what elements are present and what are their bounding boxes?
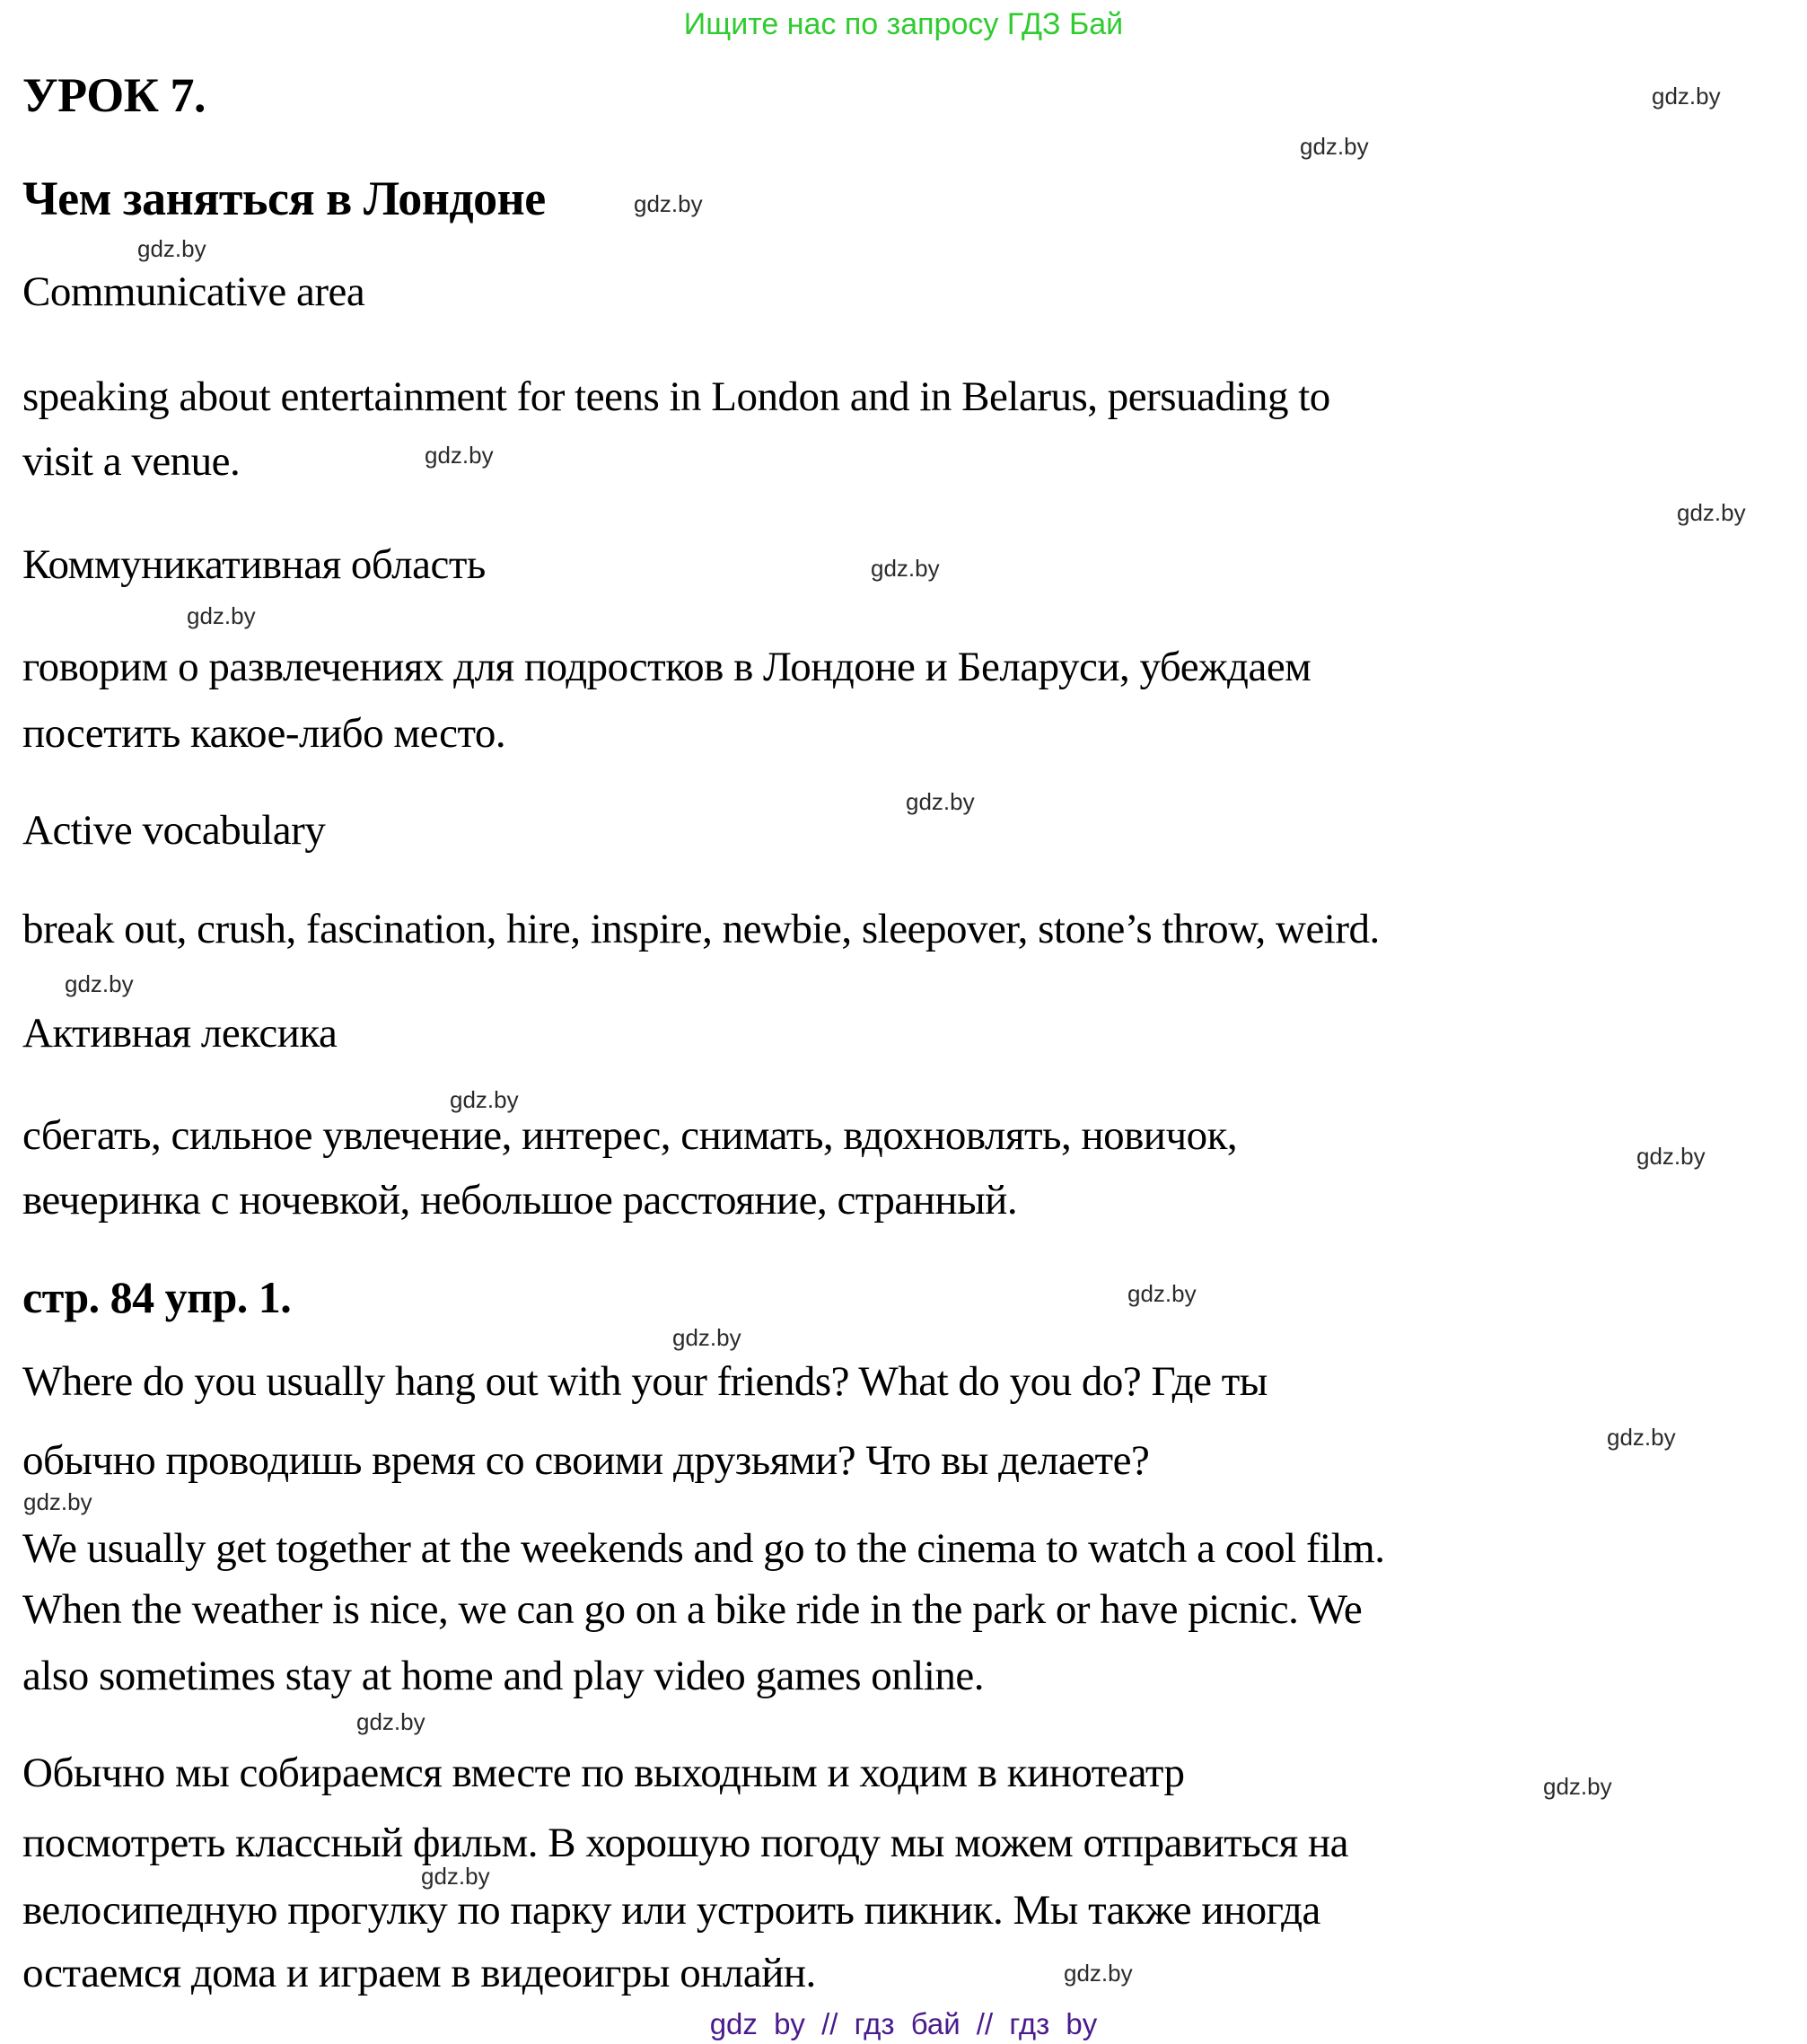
- question-line2: обычно проводишь время со своими друзьями? Что вы делаете?: [22, 1437, 1150, 1484]
- topic-heading: Чем заняться в Лондоне: [22, 171, 546, 225]
- gdz-watermark: gdz.by: [1543, 1773, 1612, 1800]
- communicative-area-ru-line2: посетить какое-либо место.: [22, 710, 506, 757]
- gdz-watermark: gdz.by: [1127, 1280, 1197, 1307]
- gdz-watermark: gdz.by: [65, 970, 134, 997]
- active-vocab-en-heading: Active vocabulary: [22, 807, 326, 854]
- communicative-area-en-line1: speaking about entertainment for teens in London and in Belarus, persuading to: [22, 373, 1330, 420]
- active-vocab-en-line1: break out, crush, fascination, hire, inspire, newbie, sleepover, stone’s throw, weird.: [22, 906, 1380, 952]
- gdz-watermark: gdz.by: [425, 442, 494, 469]
- gdz-watermark: gdz.by: [187, 602, 256, 629]
- question-line1: Where do you usually hang out with your friends? What do you do? Где ты: [22, 1358, 1268, 1405]
- promo-banner: Ищите нас по запросу ГДЗ Бай: [683, 7, 1124, 41]
- gdz-watermark: gdz.by: [1064, 1960, 1133, 1987]
- answer-ru-line3: велосипедную прогулку по парку или устроить пикник. Мы также иногда: [22, 1887, 1320, 1934]
- gdz-watermark: gdz.by: [137, 235, 206, 262]
- footer-sitename: gdz by // гдз бай // гдз by: [709, 2007, 1098, 2040]
- communicative-area-ru-line1: говорим о развлечениях для подростков в Лондоне и Беларуси, убеждаем: [22, 644, 1311, 690]
- gdz-watermark: gdz.by: [450, 1086, 519, 1113]
- gdz-watermark: gdz.by: [1652, 83, 1721, 110]
- gdz-watermark: gdz.by: [421, 1863, 490, 1890]
- gdz-watermark: gdz.by: [1636, 1143, 1706, 1170]
- gdz-watermark: gdz.by: [906, 788, 975, 815]
- gdz-watermark: gdz.by: [23, 1488, 92, 1515]
- lesson-heading: УРОК 7.: [22, 68, 206, 122]
- gdz-watermark: gdz.by: [871, 555, 940, 582]
- gdz-watermark: gdz.by: [634, 190, 703, 217]
- answer-en-line2: When the weather is nice, we can go on a bike ride in the park or have picnic. We: [22, 1586, 1363, 1633]
- answer-en-line3: also sometimes stay at home and play video games online.: [22, 1653, 985, 1699]
- exercise-heading: стр. 84 упр. 1.: [22, 1272, 292, 1322]
- active-vocab-ru-line1: сбегать, сильное увлечение, интерес, снимать, вдохновлять, новичок,: [22, 1112, 1238, 1159]
- answer-ru-line1: Обычно мы собираемся вместе по выходным и ходим в кинотеатр: [22, 1750, 1185, 1796]
- communicative-area-en-line2: visit a venue.: [22, 438, 241, 485]
- communicative-area-en-heading: Communicative area: [22, 268, 365, 315]
- gdz-watermark: gdz.by: [356, 1708, 425, 1735]
- gdz-watermark: gdz.by: [672, 1324, 741, 1351]
- gdz-watermark: gdz.by: [1677, 499, 1746, 526]
- answer-en-line1: We usually get together at the weekends and go to the cinema to watch a cool film.: [22, 1525, 1385, 1572]
- communicative-area-ru-heading: Коммуникативная область: [22, 541, 486, 588]
- answer-ru-line2: посмотреть классный фильм. В хорошую погоду мы можем отправиться на: [22, 1820, 1349, 1866]
- answer-ru-line4: остаемся дома и играем в видеоигры онлайн.: [22, 1950, 816, 1996]
- gdz-watermark: gdz.by: [1607, 1424, 1676, 1451]
- active-vocab-ru-line2: вечеринка с ночевкой, небольшое расстояние, странный.: [22, 1177, 1018, 1224]
- active-vocab-ru-heading: Активная лексика: [22, 1010, 338, 1057]
- gdz-watermark: gdz.by: [1300, 133, 1369, 160]
